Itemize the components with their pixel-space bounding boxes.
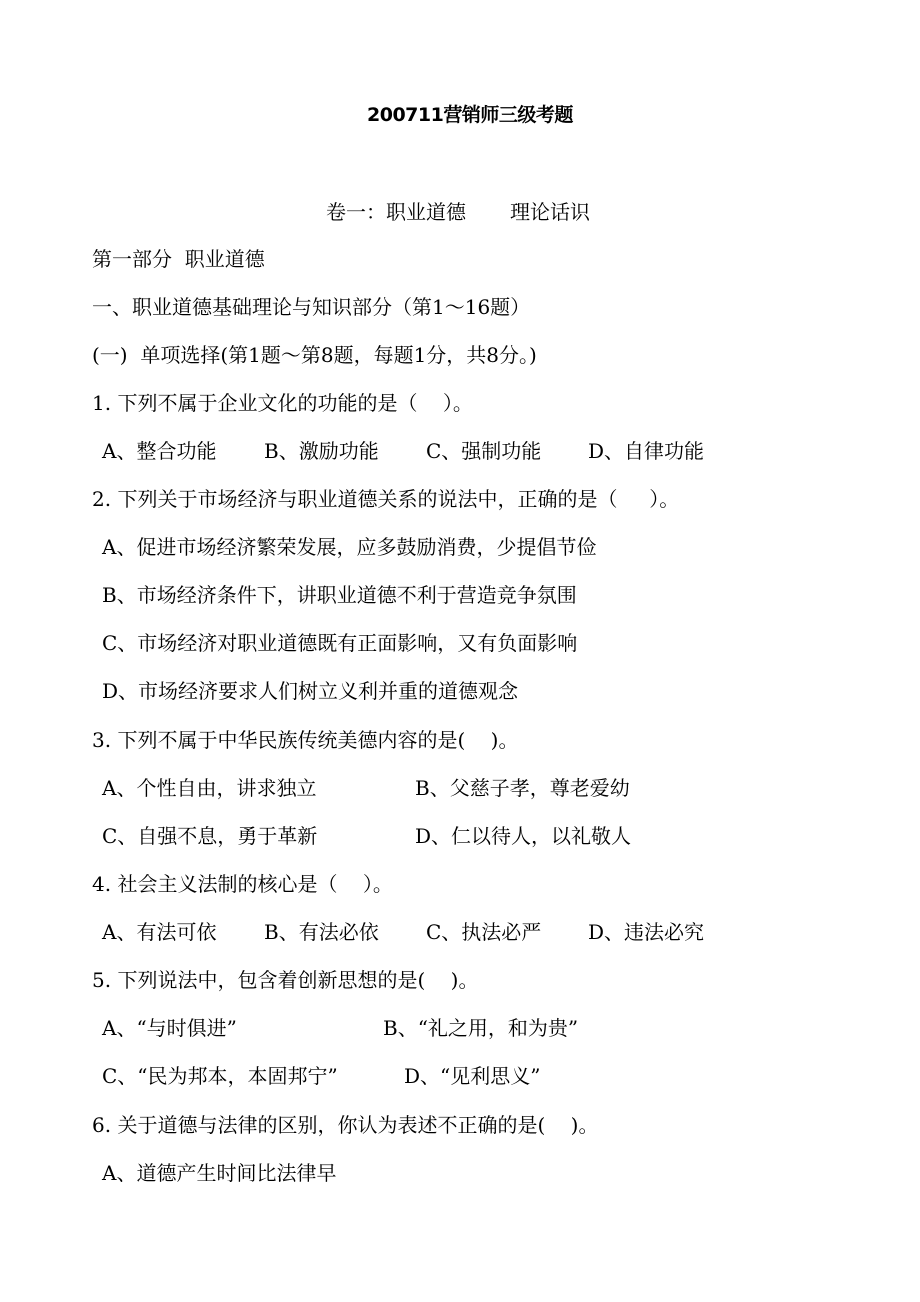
option-d: D、“见利思义” — [404, 1064, 541, 1088]
subsection-heading: (一) 单项选择(第1题～第8题，每题1分，共8分。) — [92, 343, 537, 367]
option-d: D、违法必究 — [588, 920, 705, 944]
option-a: A、道德产生时间比法律早 — [102, 1161, 337, 1185]
question-stem: 1. 下列不属于企业文化的功能的是（ ）。 — [92, 391, 473, 415]
option-b: B、激励功能 — [264, 439, 379, 463]
option-d: D、自律功能 — [588, 439, 705, 463]
option-c: C、执法必严 — [426, 920, 542, 944]
document-title: 200711营销师三级考题 — [367, 104, 573, 126]
option-c: C、市场经济对职业道德既有正面影响，又有负面影响 — [102, 631, 578, 655]
option-b: B、有法必依 — [264, 920, 379, 944]
question-stem: 6. 关于道德与法律的区别，你认为表述不正确的是( )。 — [92, 1113, 599, 1137]
option-d: D、市场经济要求人们树立义利并重的道德观念 — [102, 679, 519, 703]
part-heading: 第一部分 职业道德 — [92, 247, 265, 271]
question-stem: 2. 下列关于市场经济与职业道德关系的说法中，正确的是（ ）。 — [92, 487, 680, 511]
option-a: A、整合功能 — [102, 439, 217, 463]
volume-heading: 卷一：职业道德 — [326, 200, 466, 224]
option-b: B、“礼之用，和为贵” — [383, 1016, 579, 1040]
option-a: A、有法可依 — [102, 920, 217, 944]
question-stem: 4. 社会主义法制的核心是（ ）。 — [92, 872, 393, 896]
option-b: B、市场经济条件下，讲职业道德不利于营造竞争氛围 — [102, 583, 577, 607]
option-c: C、强制功能 — [426, 439, 542, 463]
option-a: A、促进市场经济繁荣发展，应多鼓励消费，少提倡节俭 — [102, 535, 597, 559]
section-heading: 一、职业道德基础理论与知识部分（第1～16题） — [92, 295, 531, 319]
question-stem: 5. 下列说法中，包含着创新思想的是( )。 — [92, 968, 479, 992]
option-a: A、“与时俱进” — [102, 1016, 237, 1040]
option-a: A、个性自由，讲求独立 — [102, 776, 317, 800]
option-b: B、父慈子孝，尊老爱幼 — [415, 776, 630, 800]
option-d: D、仁以待人，以礼敬人 — [415, 824, 632, 848]
question-stem: 3. 下列不属于中华民族传统美德内容的是( )。 — [92, 728, 519, 752]
option-c: C、自强不息，勇于革新 — [102, 824, 318, 848]
option-c: C、“民为邦本，本固邦宁” — [102, 1064, 338, 1088]
volume-subheading: 理论话识 — [510, 200, 590, 224]
